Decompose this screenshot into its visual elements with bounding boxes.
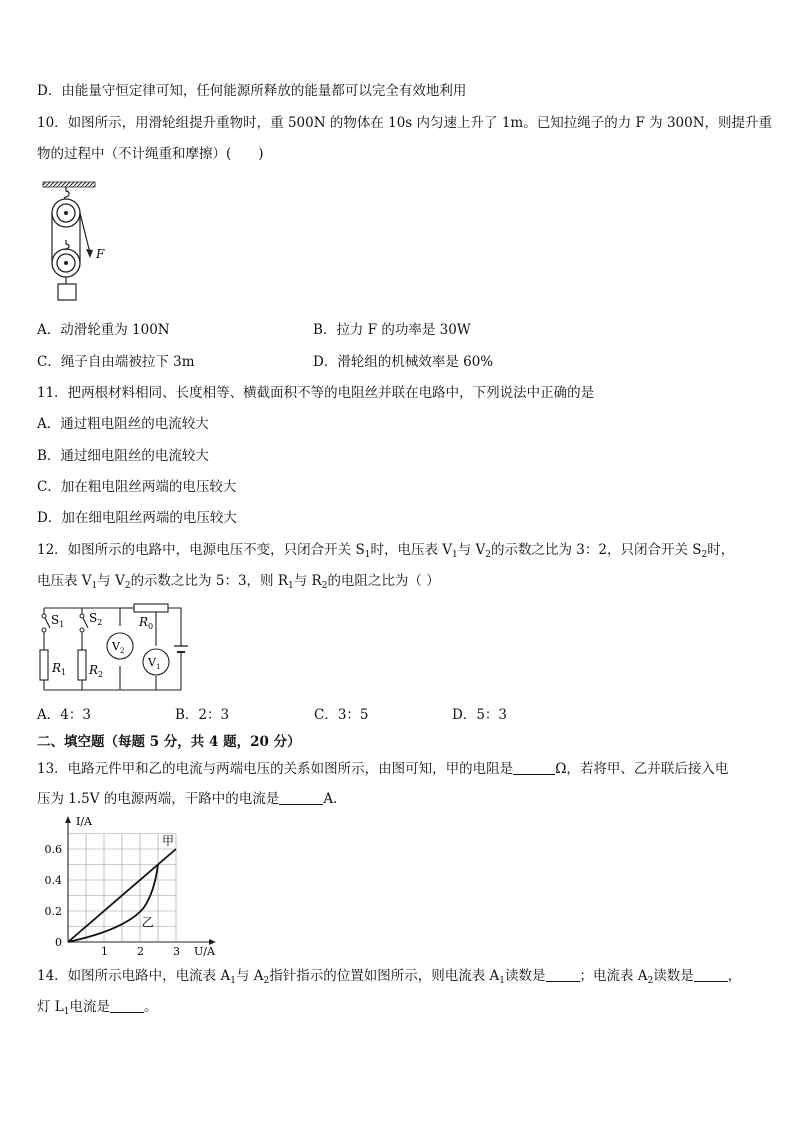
q14-blank-3[interactable]	[110, 999, 144, 1013]
q12-stem-line1: 12．如图所示的电路中，电源电压不变，只闭合开关 $S_1$时，电压表 $V_1$与 $V_2$的示数之比为 3：2，只闭合开关 $S_2$时，	[37, 542, 735, 560]
q12-stem-line2: 电压表 $V_1$与 $V_2$的示数之比为 5：3，则 $R_1$与 $R_2$的电阻之比为（ ）	[37, 573, 440, 591]
x-tick-label: 1	[101, 945, 108, 958]
q13-stem-line2: 压为 1.5V 的电源两端，干路中的电流是 A.	[37, 791, 338, 807]
label-v2: $V_2$	[112, 640, 125, 655]
force-arrow-head	[86, 249, 93, 258]
force-label: F	[96, 247, 105, 261]
q12-option-c: C．3：5	[314, 707, 369, 723]
y-tick-label: 0.4	[44, 874, 62, 887]
label-s2: $S_2$	[89, 611, 103, 627]
series-jia-label: 甲	[162, 834, 175, 848]
y-tick-label: 0.2	[44, 905, 62, 918]
voltmeter-v1	[143, 649, 169, 675]
q13-blank-1[interactable]	[513, 761, 555, 775]
q11-option-d: D．加在细电阻丝两端的电压较大	[37, 510, 237, 526]
q11-option-a: A．通过粗电阻丝的电流较大	[37, 416, 209, 432]
pulley-figure	[38, 178, 118, 308]
y-tick-label: 0.6	[44, 843, 62, 856]
q14-blank-1[interactable]	[546, 968, 580, 982]
q11-option-c: C．加在粗电阻丝两端的电压较大	[37, 479, 237, 495]
label-v1: $V_1$	[148, 656, 161, 671]
series-yi-label: 乙	[141, 915, 154, 930]
q11-option-b: B．通过细电阻丝的电流较大	[37, 448, 209, 464]
y-tick-label: 0	[55, 936, 62, 949]
q10-option-a: A．动滑轮重为 100N	[37, 322, 170, 338]
chart-grid	[68, 834, 176, 943]
switch-s1	[42, 614, 50, 632]
q10-option-b: B．拉力 F 的功率是 30W	[313, 322, 471, 338]
q13-stem-line1: 13．电路元件甲和乙的电流与两端电压的关系如图所示，由图可知，甲的电阻是 Ω，若将甲、乙并联后接入电	[37, 761, 729, 777]
q10-stem-line2: 物的过程中（不计绳重和摩擦）( )	[37, 146, 264, 162]
q12-option-d: D．5：3	[452, 707, 508, 723]
q12-option-a: A．4：3	[37, 707, 91, 723]
resistor-r1	[40, 650, 48, 680]
section-2-title: 二、填空题（每题 5 分，共 4 题，20 分）	[37, 734, 301, 750]
resistor-r2	[78, 650, 86, 680]
rope-free-end	[80, 213, 90, 253]
x-tick-label: 3	[173, 945, 180, 958]
q13-blank-2[interactable]	[279, 791, 323, 805]
q14-stem-line1: 14．如图所示电路中，电流表 $A_1$与 $A_2$指针指示的位置如图所示，则电流表 $A_1$读数是 ；电流表 $A_2$读数是 ，	[37, 968, 742, 986]
q10-stem-line1: 10．如图所示，用滑轮组提升重物时，重 500N 的物体在 10s 内匀速上升了 1m。已知拉绳子的力 F 为 300N，则提升重	[37, 115, 773, 131]
label-r2: $R_2$	[89, 663, 104, 679]
voltmeter-v2	[107, 633, 133, 659]
q9-option-d: D．由能量守恒定律可知，任何能源所释放的能量都可以完全有效地利用	[37, 83, 467, 99]
label-r0: $R_0$	[139, 615, 154, 631]
movable-pulley	[52, 249, 80, 277]
q11-stem: 11．把两根材料相同、长度相等、横截面积不等的电阻丝并联在电路中，下列说法中正确的是	[37, 385, 595, 401]
y-axis-arrow	[65, 816, 71, 823]
switch-s2	[80, 614, 88, 632]
x-axis-label: U/A	[194, 945, 215, 958]
q12-option-b: B．2：3	[175, 707, 230, 723]
label-r1: $R_1$	[52, 661, 67, 677]
y-axis-label: I/A	[76, 815, 92, 828]
iv-chart	[30, 812, 230, 962]
load-block	[58, 284, 76, 300]
q14-blank-2[interactable]	[694, 968, 728, 982]
resistor-r0	[134, 604, 168, 612]
top-hook	[64, 187, 69, 198]
fixed-pulley	[52, 199, 80, 227]
top-wire-after-r0	[168, 608, 181, 626]
ceiling-beam	[43, 182, 95, 187]
q10-option-d: D．滑轮组的机械效率是 60%	[313, 354, 494, 370]
circuit-figure	[36, 600, 196, 696]
battery	[174, 646, 188, 666]
x-tick-label: 2	[137, 945, 144, 958]
label-s1: $S_1$	[51, 613, 65, 629]
q14-stem-line2: 灯 $L_1$电流是 。	[37, 999, 158, 1017]
q10-option-c: C．绳子自由端被拉下 3m	[37, 354, 195, 370]
